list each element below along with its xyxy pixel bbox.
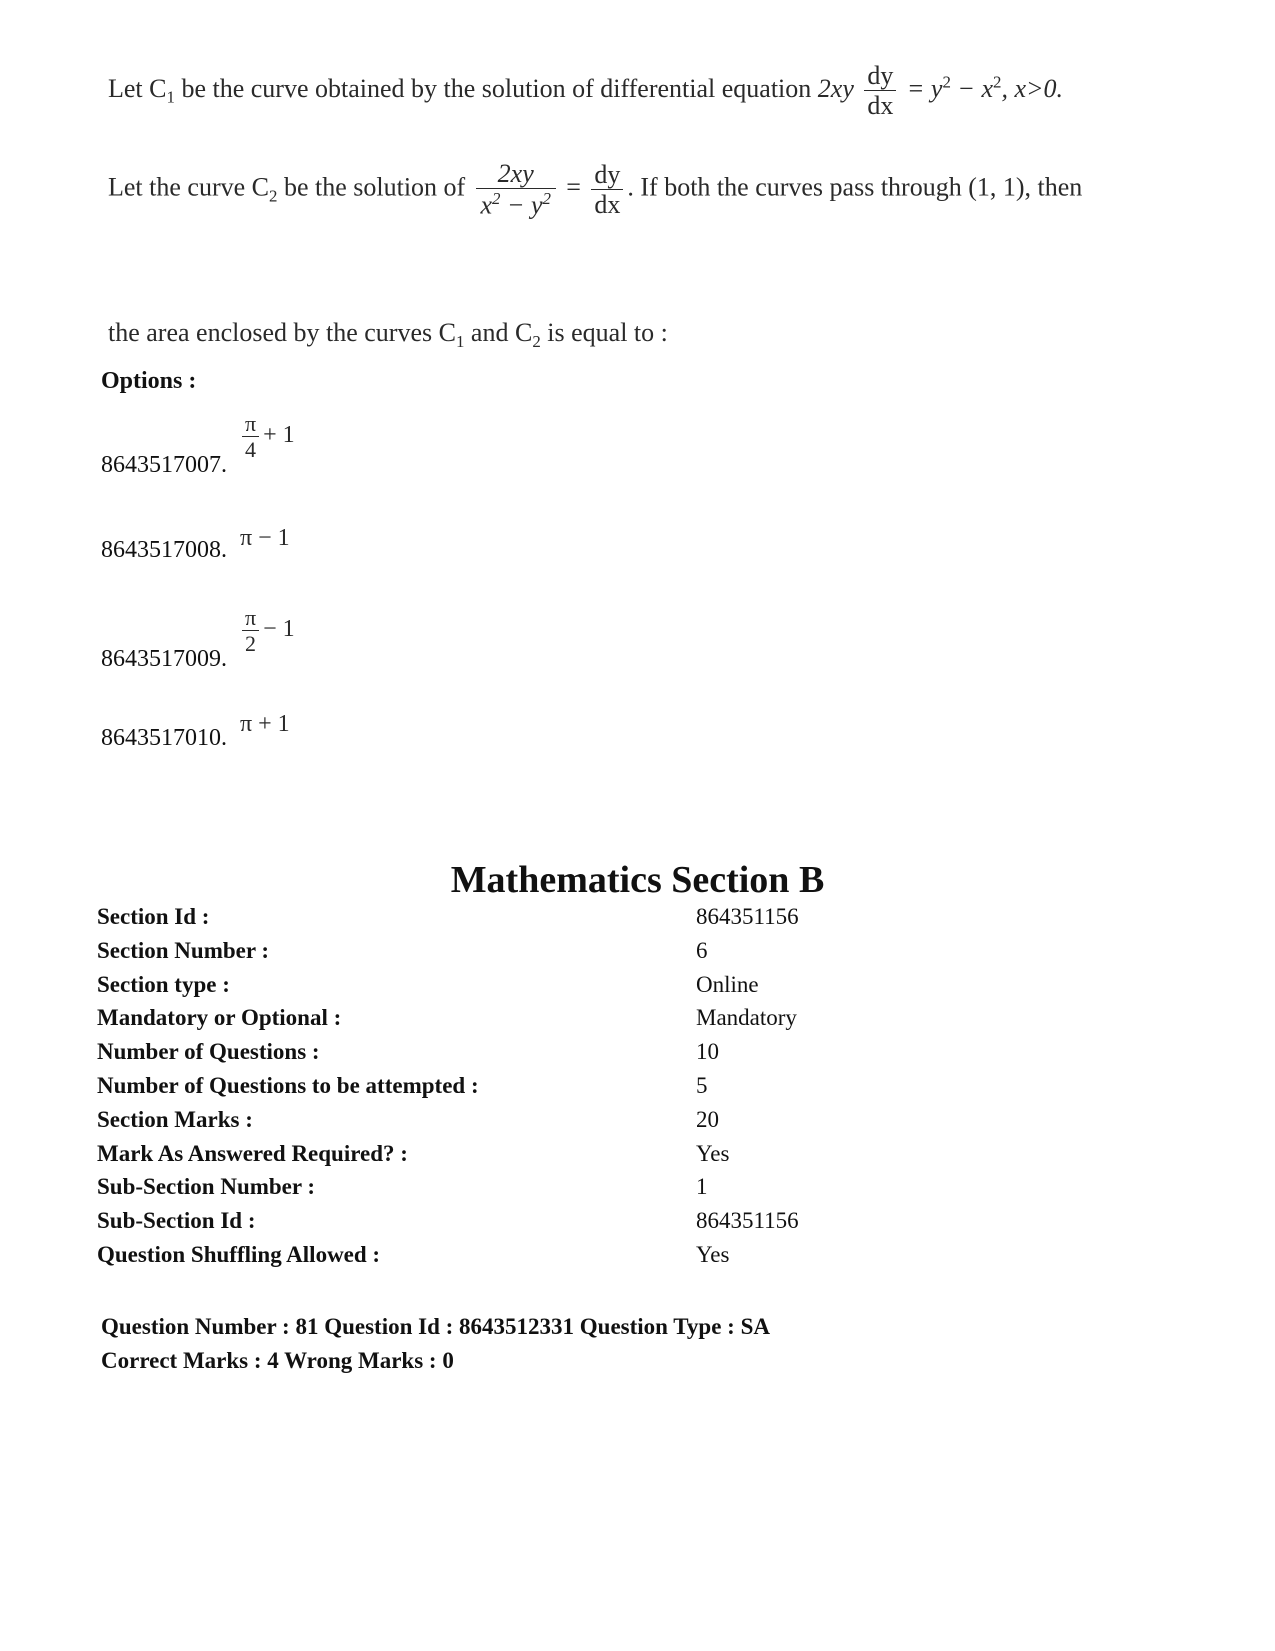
option-4-expression[interactable]: π + 1	[240, 711, 290, 737]
text-span: Let the curve C	[108, 172, 269, 202]
fraction-denominator: dx	[867, 91, 894, 121]
text-span: is equal to :	[540, 318, 668, 347]
meta-key: Mandatory or Optional :	[97, 1005, 342, 1030]
meta-key: Question Shuffling Allowed :	[97, 1242, 381, 1267]
pi-over-2-fraction	[242, 606, 259, 655]
superscript: 2	[942, 72, 951, 92]
fraction-numerator: dy	[864, 62, 896, 91]
meta-key: Section type :	[97, 972, 230, 997]
fraction-denominator	[476, 189, 556, 219]
text-span: + 1	[263, 422, 295, 449]
option-id: 8643517007.	[101, 452, 227, 478]
meta-value: 864351156	[696, 1208, 799, 1233]
question-line-1	[108, 62, 1063, 120]
dy-dx-fraction	[591, 161, 623, 219]
subscript: 2	[269, 186, 278, 206]
options-heading: Options :	[101, 368, 197, 394]
text-span: be the solution of	[277, 172, 472, 202]
fraction-numerator: π	[242, 606, 259, 631]
text-span: the area enclosed by the curves C	[108, 318, 456, 347]
meta-value: 1	[696, 1174, 708, 1199]
fraction-denominator: 2	[245, 631, 257, 657]
superscript: 2	[542, 189, 551, 209]
fraction-numerator: 2xy	[476, 160, 556, 189]
subscript: 1	[455, 331, 465, 351]
meta-key: Section Number :	[97, 938, 270, 963]
meta-key: Sub-Section Id :	[97, 1208, 256, 1233]
meta-value: 864351156	[696, 904, 799, 929]
superscript: 2	[491, 189, 501, 209]
meta-value: Yes	[696, 1242, 730, 1267]
text-span: be the curve obtained by the solution of differential equation	[174, 73, 818, 103]
question-meta-line-2: Correct Marks : 4 Wrong Marks : 0	[101, 1348, 454, 1373]
math-term: − x	[950, 73, 994, 103]
meta-key: Number of Questions :	[97, 1039, 320, 1064]
question-line-3	[108, 318, 668, 352]
meta-key: Mark As Answered Required? :	[97, 1141, 408, 1166]
math-term: , x>0.	[1001, 73, 1064, 103]
meta-key: Section Marks :	[97, 1107, 253, 1132]
subscript: 1	[166, 87, 175, 107]
subscript: 2	[532, 331, 541, 351]
fraction-denominator: dx	[594, 189, 621, 219]
fraction-numerator: π	[242, 412, 259, 437]
superscript: 2	[993, 72, 1002, 92]
math-term: 2xy	[817, 73, 854, 103]
question-meta-line-1: Question Number : 81 Question Id : 8643512331 Question Type : SA	[101, 1314, 770, 1339]
text-span: − 1	[263, 616, 295, 643]
question-line-2	[108, 160, 1082, 219]
fraction-numerator: dy	[591, 161, 623, 190]
meta-value: 10	[696, 1039, 719, 1064]
text-span: and C	[464, 318, 533, 347]
text-span: . If both the curves pass through (1, 1), then	[627, 172, 1083, 202]
meta-value: 5	[696, 1073, 708, 1098]
option-2-expression[interactable]: π − 1	[240, 525, 290, 551]
meta-value: Yes	[696, 1141, 730, 1166]
meta-value: Mandatory	[696, 1005, 797, 1030]
meta-value: 20	[696, 1107, 719, 1132]
meta-value: Online	[696, 972, 759, 997]
option-3-expression[interactable]	[238, 606, 295, 655]
option-id: 8643517010.	[101, 725, 227, 751]
meta-value: 6	[696, 938, 708, 963]
main-fraction	[476, 160, 556, 219]
section-title: Mathematics Section B	[450, 859, 825, 901]
meta-key: Sub-Section Number :	[97, 1174, 316, 1199]
dy-dx-fraction	[864, 62, 896, 120]
option-id: 8643517008.	[101, 537, 227, 563]
option-id: 8643517009.	[101, 646, 227, 672]
fraction-denominator: 4	[245, 437, 257, 463]
math-term: x	[480, 190, 492, 220]
equals-sign: =	[559, 172, 588, 202]
math-term: = y	[900, 73, 943, 103]
meta-key: Section Id :	[97, 904, 210, 929]
math-term: − y	[500, 190, 543, 220]
meta-key: Number of Questions to be attempted :	[97, 1073, 479, 1098]
text-span: Let C	[108, 73, 167, 103]
pi-over-4-fraction	[242, 412, 259, 461]
option-1-expression[interactable]	[238, 412, 295, 461]
